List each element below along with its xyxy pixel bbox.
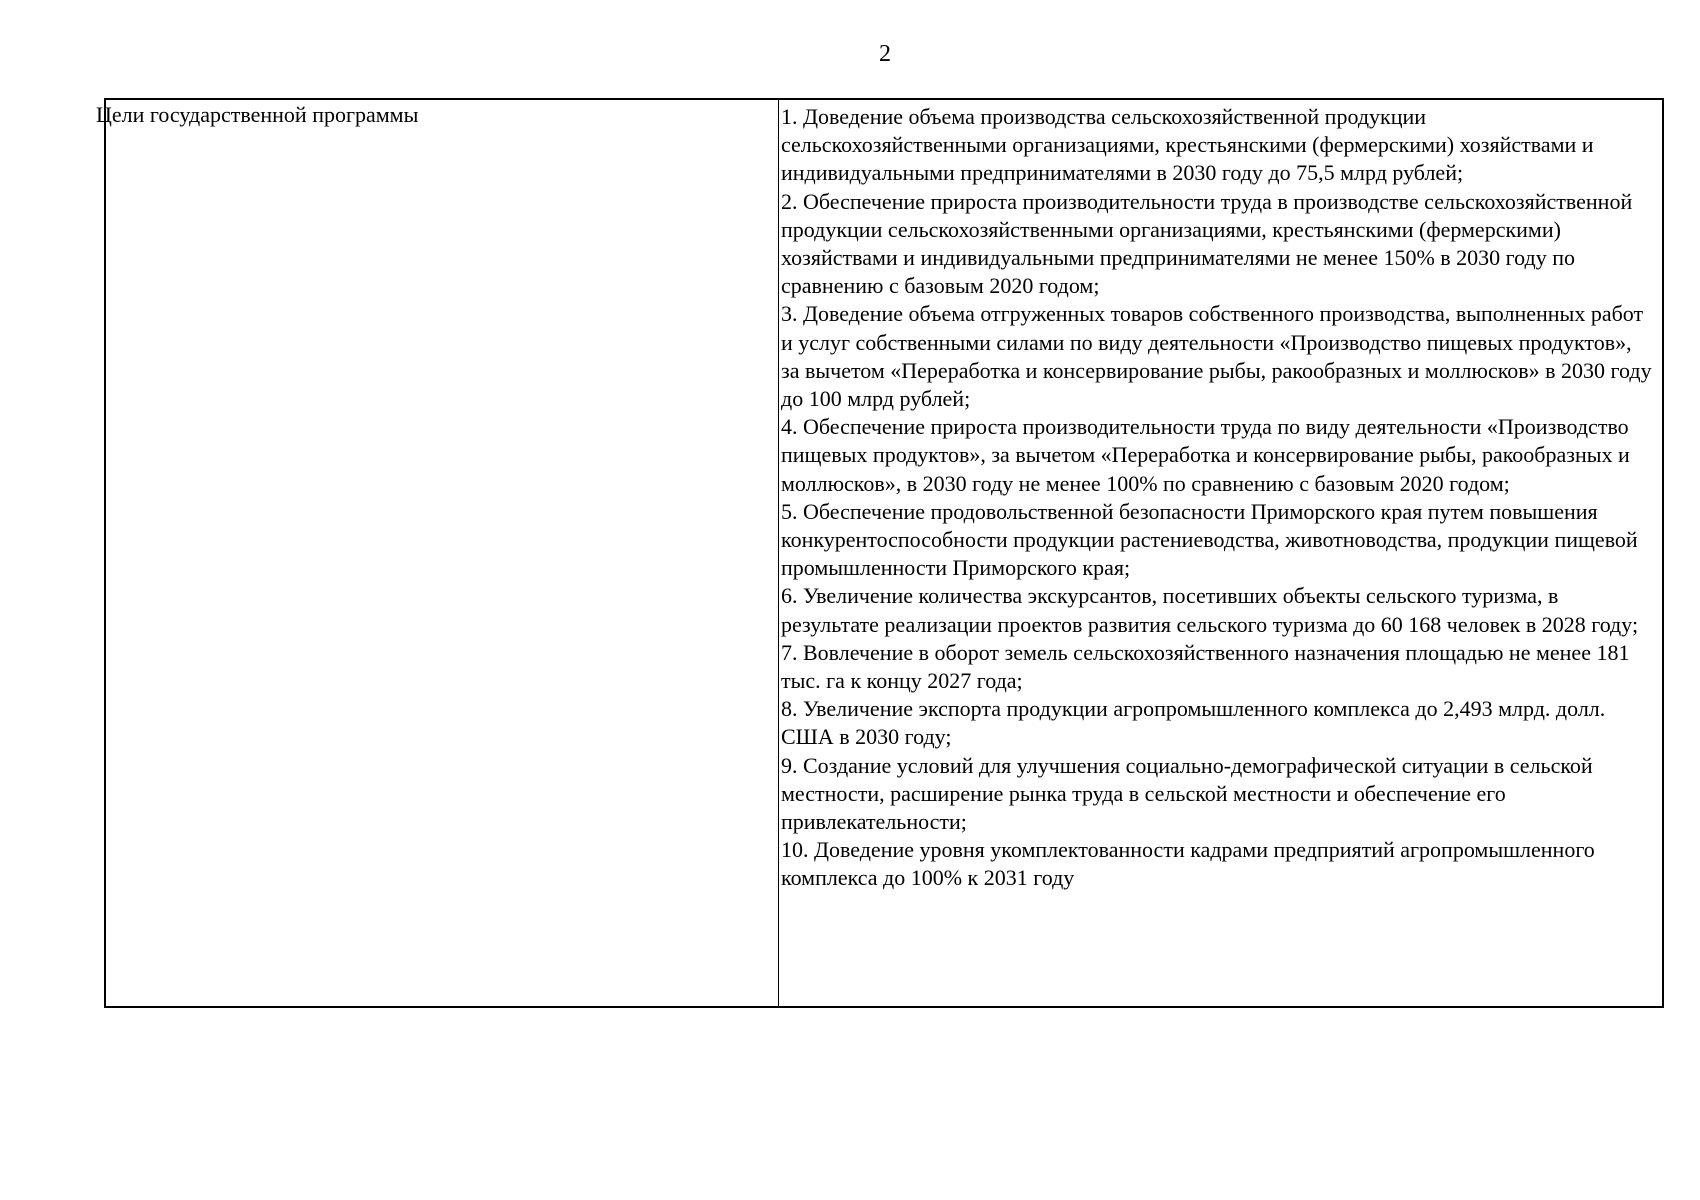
goal-item: 7. Вовлечение в оборот земель сельскохозяйственного назначения площадью не менее 181 тыс. га к концу 2027 года; [781,639,1630,694]
goal-item: 8. Увеличение экспорта продукции агропромышленного комплекса до 2,493 млрд. долл. США в 2030 году; [781,696,1606,750]
goal-item: 9. Создание условий для улучшения социально-демографической ситуации в сельской местности, расширение рынка труда в сельской местности и обеспечение его привлекательности; [781,752,1593,835]
goal-item: 10. Доведение уровня укомплектованности кадрами предприятий агропромышленного комплекса до 100% к 2031 году [781,837,1595,891]
goal-item: 1. Доведение объема производства сельскохозяйственной продукции сельскохозяйственными организациями, крестьянскими (фермерскими) хозяйствами и индивидуальными предпринимателями в 2030 году до 75,5 млрд рублей; [781,104,1594,186]
goals-heading: Цели государственной программы [96,102,419,127]
table-label-cell [96,100,779,1006]
page-number: 2 [879,41,891,67]
table-content-cell [779,100,1662,1006]
goal-item: 6. Увеличение количества экскурсантов, посетивших объекты сельского туризма, в результате реализации проектов развития сельского туризма до 60 168 человек в 2028 году; [781,583,1639,637]
program-goals-table [96,98,1664,1008]
goal-item: 4. Обеспечение прироста производительности труда по виду деятельности «Производство пищевых продуктов», за вычетом «Переработка и консервирование рыбы, ракообразных и моллюсков», в 2030 году не менее 100% по сравнению с базовым 2020 годом; [781,414,1630,496]
goal-item: 5. Обеспечение продовольственной безопасности Приморского края путем повышения конкурентоспособности продукции растениеводства, животноводства, продукции пищевой промышленности Приморского края; [781,498,1638,581]
goal-item: 3. Доведение объема отгруженных товаров собственного производства, выполненных работ и услуг собственными силами по виду деятельности «Производство пищевых продуктов», за вычетом «Переработка и консервирование рыбы, ракообразных и моллюсков» в 2030 году до 100 млрд рублей; [781,301,1652,412]
goal-item: 2. Обеспечение прироста производительности труда в производстве сельскохозяйственной продукции сельскохозяйственными организациями, крестьянскими (фермерскими) хозяйствами и индивидуальными предпринимателями не менее 150% в 2030 году по сравнению с базовым 2020 годом; [781,188,1633,299]
